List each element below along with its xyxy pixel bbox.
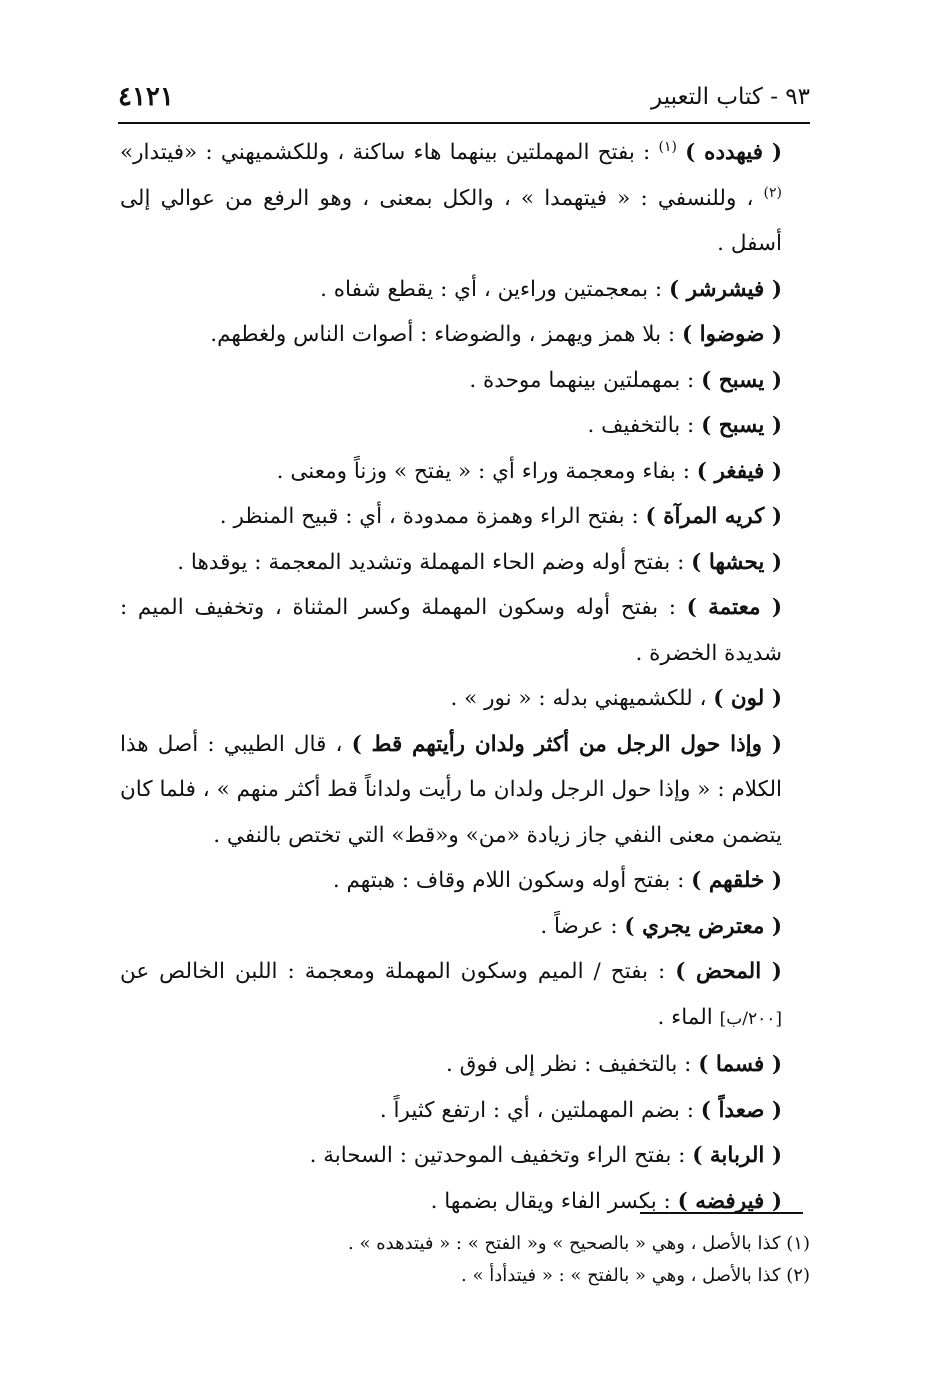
entry-term: ( يسبح ) [701,367,782,393]
entry-text: : بمهملتين بينهما موحدة . [469,367,702,393]
footnote-divider [640,1212,803,1214]
entry-term: ( لون ) [713,686,782,711]
entry-4 [120,358,810,404]
entry-term: ( وإذا حول الرجل من أكثر ولدان رأيتهم قط ) [351,731,782,757]
entry-9 [120,585,810,676]
entry-term: ( معترض يجري ) [624,913,782,939]
page-header [118,82,810,124]
entry-text: : بفاء ومعجمة وراء أي : « يفتح » وزناً ومعنى . [276,458,697,484]
entry-11 [120,722,810,859]
entry-term: ( كريه المرآة ) [645,504,782,529]
entry-term: ( يسبح ) [701,413,782,438]
entry-text: : بضم المهملتين ، أي : ارتفع كثيراً . [379,1097,701,1123]
entry-term: ( خلقهم ) [691,868,782,893]
entry-text: : بفتح أوله وسكون المهملة وكسر المثناة ، وتخفيف الميم : شديدة الخضرة . [120,595,782,666]
entry-term: ( يحشها ) [691,549,782,575]
entry-text: : بفتح أوله وضم الحاء المهملة وتشديد المعجمة : يوقدها . [177,549,692,575]
entry-text: : بكسر الفاء ويقال بضمها . [430,1188,678,1214]
entry-13 [120,904,810,950]
footnote-1: (١) كذا بالأصل ، وهي « بالصحيح » و« الفتح » : « فيتدهده » . [348,1233,810,1254]
footnote-marker: (١) [658,138,677,155]
entry-6 [120,449,810,495]
entry-1 [120,130,810,267]
entry-2 [120,267,810,313]
entry-text: : بفتح الراء وهمزة ممدودة ، أي : قبيح المنظر . [219,504,646,529]
entry-5 [120,403,810,449]
entry-text: : بمعجمتين وراءين ، أي : يقطع شفاه . [320,276,669,302]
entry-10 [120,676,810,722]
footnote-2: (٢) كذا بالأصل ، وهي « بالفتح » : « فيتدأدأ » . [461,1265,810,1286]
entry-term: ( المحض ) [675,959,782,984]
entry-text: : بالتخفيف . [587,413,702,438]
entry-text: ، قال الطيبي : أصل هذا الكلام : « وإذا حول الرجل ولدان ما رأيت ولداناً قط أكثر منهم » ، فلما كان يتضمن معنى النفي جاز زيادة «من» و«قط» التي تختص بالنفي . [120,731,782,848]
entry-17 [120,1133,810,1179]
entry-term: ( فيرفضه ) [677,1188,782,1214]
footnote-marker: (٢) [763,184,782,201]
entry-term: ( فسما ) [698,1052,782,1077]
entry-text: : بفتح الراء وتخفيف الموحدتين : السحابة . [309,1143,693,1168]
entry-15 [120,1042,810,1088]
entry-term: ( فيشرشر ) [668,276,782,302]
entry-text: : بفتح / الميم وسكون المهملة ومعجمة : اللبن الخالص عن [120,959,676,984]
entry-8 [120,540,810,586]
entry-text: ، وللنسفي : « فيتهمدا » ، والكل بمعنى ، وهو الرفع من عوالي إلى أسفل . [120,185,782,256]
folio-marker: [٢٠٠/ب] [719,1008,782,1029]
entry-term: ( فيفغر ) [696,458,782,484]
entry-text: : بفتح أوله وسكون اللام وقاف : هبتهم . [332,868,692,893]
page-number: ٤١٢١ [118,82,174,112]
entry-term: ( فيهدده ) [685,140,782,165]
entry-18 [120,1179,810,1225]
entry-term: ( معتمة ) [686,595,782,620]
entry-7 [120,494,810,540]
entry-3 [120,312,810,358]
entry-text: ، للكشميهني بدله : « نور » . [450,686,714,711]
entry-12 [120,858,810,904]
entry-text: : بلا همز ويهمز ، والضوضاء : أصوات الناس ولغطهم. [210,322,682,347]
footnotes [120,1228,810,1292]
main-text [120,130,810,1224]
entry-text: : بفتح المهملتين بينهما هاء ساكنة ، وللكشميهني : «فيتدار» [120,140,659,165]
entry-text: : بالتخفيف : نظر إلى فوق . [446,1052,699,1077]
running-title: ٩٣ - كتاب التعبير [651,84,810,110]
entry-term: ( الربابة ) [692,1143,782,1168]
entry-text: الماء . [657,1004,720,1030]
entry-term: ( ضوضوا ) [681,322,782,347]
entry-text: : عرضاً . [540,913,625,939]
entry-term: ( صعداً ) [700,1097,782,1123]
entry-16 [120,1088,810,1134]
entry-14 [120,949,810,1042]
